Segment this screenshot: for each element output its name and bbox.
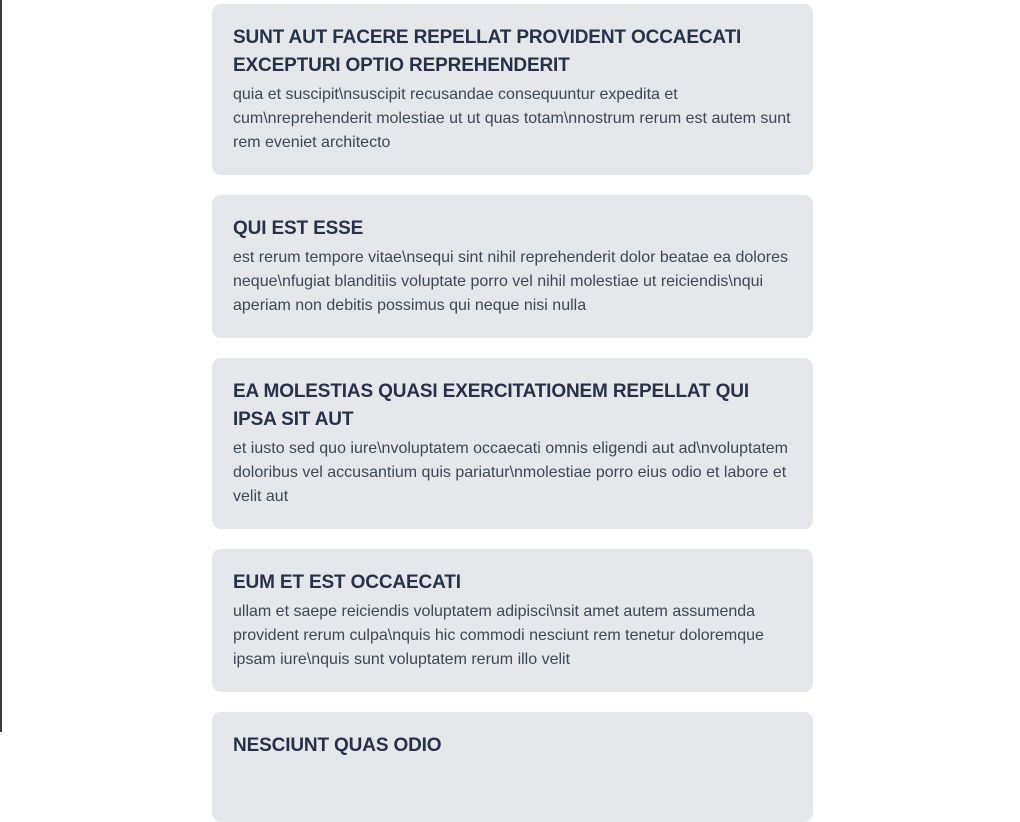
post-title: EA MOLESTIAS QUASI EXERCITATIONEM REPELLAT QUI IPSA SIT AUT (233, 381, 749, 430)
post-card[interactable] (212, 712, 813, 822)
post-card[interactable] (212, 195, 813, 338)
post-card[interactable] (212, 358, 813, 529)
post-title: QUI EST ESSE (233, 218, 364, 239)
post-body: quia et suscipit\nsuscipit recusandae consequuntur expedita et cum\nreprehenderit molestiae ut ut quas totam\nnostrum rerum est autem sunt rem eveniet architecto (233, 86, 791, 151)
post-body: ullam et saepe reiciendis voluptatem adipisci\nsit amet autem assumenda provident rerum culpa\nquis hic commodi nesciunt rem tenetur doloremque ipsam iure\nquis sunt voluptatem rerum illo velit (233, 603, 764, 668)
posts-list (212, 4, 813, 822)
post-title: SUNT AUT FACERE REPELLAT PROVIDENT OCCAECATI EXCEPTURI OPTIO REPREHENDERIT (233, 27, 742, 76)
post-title: EUM ET EST OCCAECATI (233, 572, 461, 593)
window-left-edge (0, 0, 2, 732)
post-body: est rerum tempore vitae\nsequi sint nihil reprehenderit dolor beatae ea dolores neque\nfugiat blanditiis voluptate porro vel nihil molestiae ut reiciendis\nqui aperiam non debitis possimus qui neque nisi nulla (233, 249, 788, 314)
post-card[interactable] (212, 4, 813, 175)
post-card[interactable] (212, 549, 813, 692)
post-body: et iusto sed quo iure\nvoluptatem occaecati omnis eligendi aut ad\nvoluptatem doloribus vel accusantium quis pariatur\nmolestiae porro eius odio et labore et velit aut (233, 440, 789, 505)
post-title: NESCIUNT QUAS ODIO (233, 735, 442, 756)
